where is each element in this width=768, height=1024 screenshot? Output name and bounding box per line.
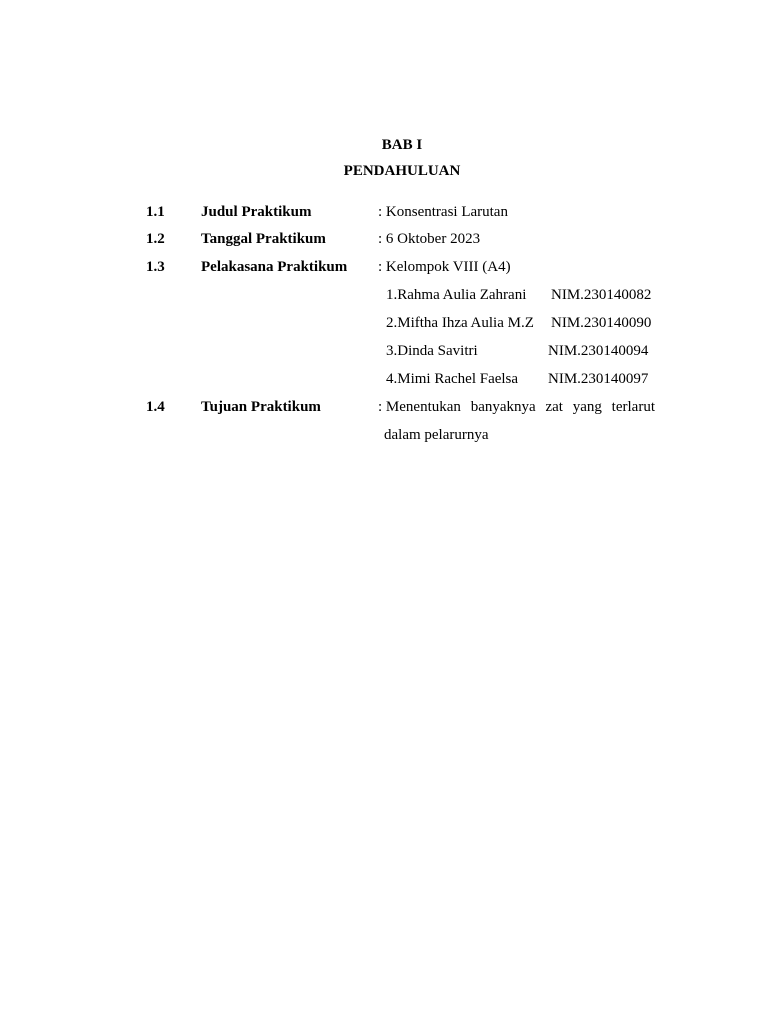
member-name: 3.Dinda Savitri [386,343,478,359]
item-number: 1.2 [146,231,165,247]
chapter-title: PENDAHULUAN [343,163,461,179]
item-number: 1.1 [146,204,165,220]
purpose-word: terlarut [611,399,655,415]
member-name: 4.Mimi Rachel Faelsa [386,371,519,387]
purpose-word: yang [572,399,602,415]
item-label: Pelakasana Praktikum [201,259,348,275]
purpose-word: banyaknya [470,399,536,415]
member-nim: NIM.230140097 [548,371,649,387]
member-name: 2.Miftha Ihza Aulia M.Z [386,315,534,331]
item-number: 1.4 [146,399,165,415]
item-label: Judul Praktikum [201,204,312,220]
member-nim: NIM.230140082 [551,287,652,303]
item-label: Tanggal Praktikum [201,231,326,247]
item-value: : Kelompok VIII (A4) [378,259,511,275]
purpose-text [378,393,655,449]
purpose-word: zat [545,399,563,415]
purpose-line [378,421,655,449]
chapter-number: BAB I [381,137,423,153]
purpose-line [378,393,655,421]
item-value: : Konsentrasi Larutan [378,204,508,220]
purpose-word: : Menentukan [378,399,461,415]
item-value: : 6 Oktober 2023 [378,231,481,247]
member-nim: NIM.230140090 [551,315,652,331]
item-label: Tujuan Praktikum [201,399,321,415]
member-name: 1.Rahma Aulia Zahrani [386,287,527,303]
purpose-word: dalam pelarurnya [384,427,489,443]
item-number: 1.3 [146,259,165,275]
member-nim: NIM.230140094 [548,343,649,359]
